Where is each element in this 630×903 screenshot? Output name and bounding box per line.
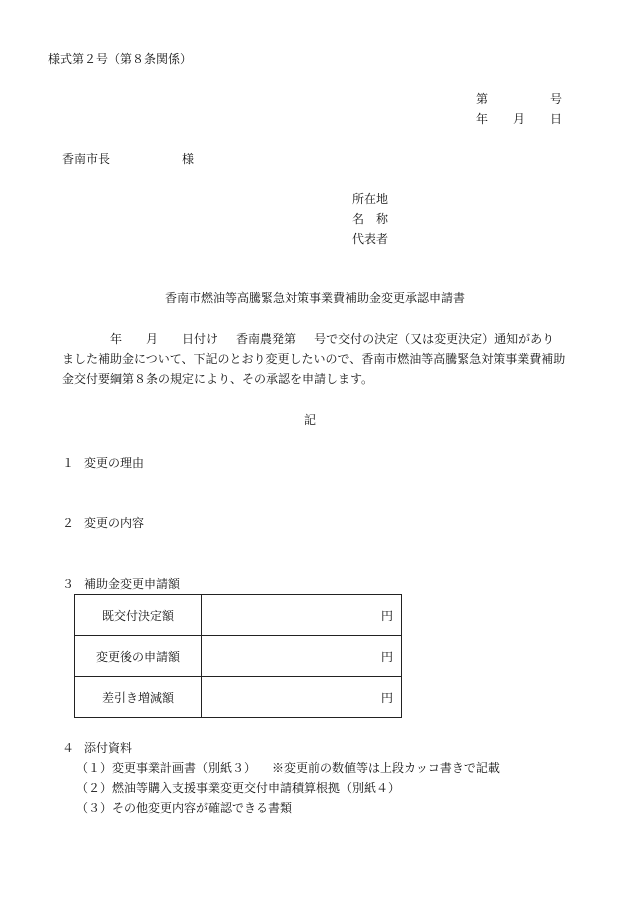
row-label-revised-request: 変更後の申請額 bbox=[75, 636, 202, 677]
body-dated: 日付け bbox=[182, 332, 219, 346]
body-line1-rest: 号で交付の決定（又は変更決定）通知があり bbox=[314, 332, 555, 346]
form-number: 様式第２号（第８条関係） bbox=[48, 52, 193, 66]
addressee-honorific: 様 bbox=[182, 152, 195, 166]
applicant-name-label: 名 称 bbox=[352, 212, 389, 226]
row-label-previous-grant: 既交付決定額 bbox=[75, 595, 202, 636]
body-month: 月 bbox=[146, 332, 159, 346]
attachment-2-label: （２）燃油等購入支援事業変更交付申請積算根拠（別紙４） bbox=[76, 781, 401, 795]
row-value-difference: 円 bbox=[202, 677, 402, 718]
date-year: 年 bbox=[476, 112, 489, 126]
row-value-previous-grant: 円 bbox=[202, 595, 402, 636]
date-month: 月 bbox=[513, 112, 526, 126]
section-4 bbox=[62, 740, 132, 756]
section-3 bbox=[62, 576, 180, 592]
body-year: 年 bbox=[110, 332, 123, 346]
section-3-label: 補助金変更申請額 bbox=[84, 577, 181, 591]
document-title: 香南市燃油等高騰緊急対策事業費補助金変更承認申請書 bbox=[164, 291, 465, 305]
section-4-label: 添付資料 bbox=[84, 741, 133, 755]
table-row bbox=[75, 636, 402, 677]
table-row bbox=[75, 595, 402, 636]
attachment-1-note: ※変更前の数値等は上段カッコ書きで記載 bbox=[272, 761, 500, 775]
attachment-item bbox=[76, 800, 292, 816]
body-line-3: 金交付要綱第８条の規定により、その承認を申請します。 bbox=[62, 372, 374, 386]
attachment-3-label: （３）その他変更内容が確認できる書類 bbox=[76, 801, 293, 815]
applicant-address-label: 所在地 bbox=[352, 192, 389, 206]
ki-heading: 記 bbox=[304, 413, 317, 427]
body-line-1 bbox=[110, 331, 554, 347]
doc-number-go: 号 bbox=[550, 92, 563, 106]
section-3-number: ３ bbox=[62, 577, 75, 591]
section-1 bbox=[62, 455, 144, 471]
applicant-representative-label: 代表者 bbox=[352, 232, 389, 246]
body-reference: 香南農発第 bbox=[236, 332, 297, 346]
section-2 bbox=[62, 515, 144, 531]
table-row bbox=[75, 677, 402, 718]
date-day: 日 bbox=[550, 112, 563, 126]
attachment-item bbox=[76, 780, 400, 796]
row-value-revised-request: 円 bbox=[202, 636, 402, 677]
section-1-number: １ bbox=[62, 456, 75, 470]
section-1-label: 変更の理由 bbox=[84, 456, 145, 470]
attachment-1-label: （１）変更事業計画書（別紙３） bbox=[76, 761, 257, 775]
section-2-label: 変更の内容 bbox=[84, 516, 145, 530]
section-4-number: ４ bbox=[62, 741, 75, 755]
amounts-table bbox=[74, 594, 402, 718]
doc-number-dai: 第 bbox=[476, 92, 489, 106]
body-line-2: ました補助金について、下記のとおり変更したいので、香南市燃油等高騰緊急対策事業費補助 bbox=[62, 352, 566, 366]
section-2-number: ２ bbox=[62, 516, 75, 530]
addressee-name: 香南市長 bbox=[62, 152, 111, 166]
attachment-item bbox=[76, 760, 500, 776]
row-label-difference: 差引き増減額 bbox=[75, 677, 202, 718]
